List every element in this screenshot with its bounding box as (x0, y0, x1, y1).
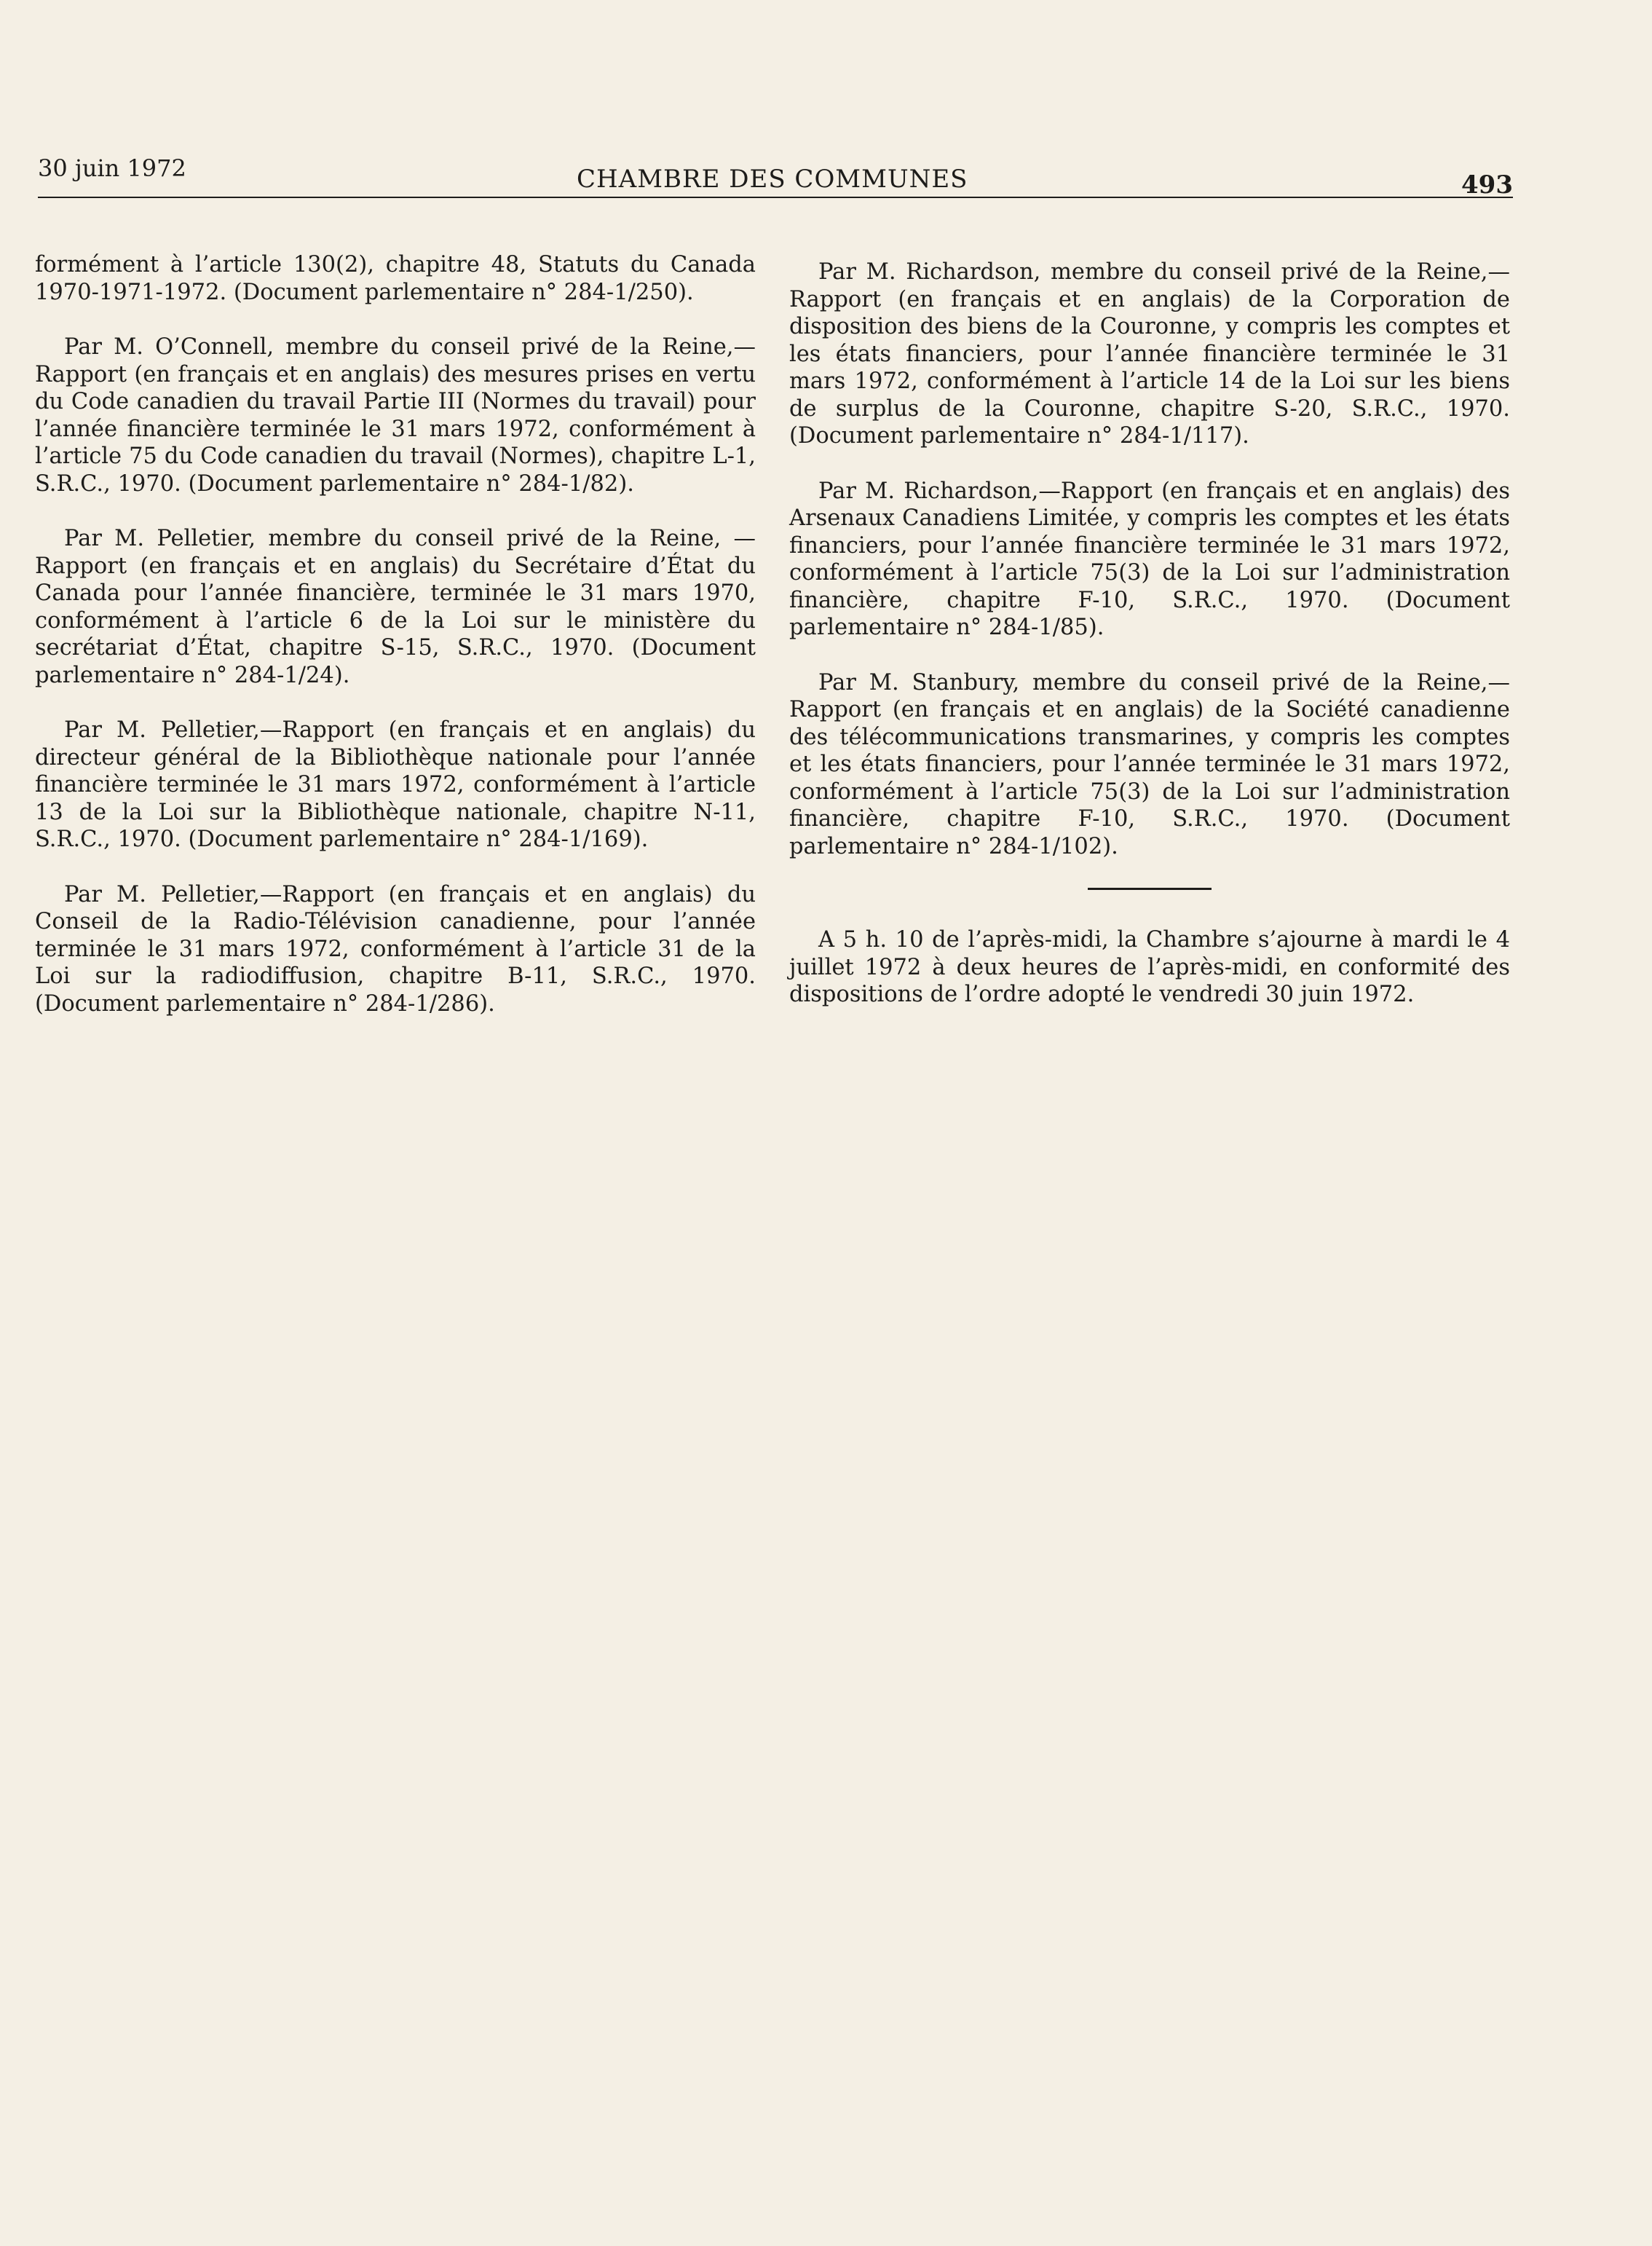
section-divider (1088, 888, 1212, 890)
left-column (35, 251, 756, 1045)
header-date: 30 juin 1972 (38, 154, 186, 182)
header-rule (38, 197, 1513, 198)
paragraph: Par M. Stanbury, membre du conseil privé de la Reine,—Rapport (en français et en anglais) de la Société canadienne des télécommunications transmarines, y compris les comptes et les états financiers, pour l’année terminée le 31 mars 1972, conformément à l’article 75(3) de la Loi sur l’administration financière, chapitre F-10, S.R.C., 1970. (Document parlementaire n° 284-1/102). (789, 669, 1510, 859)
paragraph: Par M. Pelletier,—Rapport (en français et en anglais) du Conseil de la Radio-Télévision canadienne, pour l’année terminée le 31 mars 1972, conformément à l’article 31 de la Loi sur la radiodiffusion, chapitre B-11, S.R.C., 1970. (Document parlementaire n° 284-1/286). (35, 881, 756, 1017)
right-column (789, 259, 1510, 1036)
paragraph: Par M. O’Connell, membre du conseil privé de la Reine,—Rapport (en français et en anglais) des mesures prises en vertu du Code canadien du travail Partie III (Normes du travail) pour l’année financière terminée le 31 mars 1972, conformément à l’article 75 du Code canadien du travail (Normes), chapitre L-1, S.R.C., 1970. (Document parlementaire n° 284-1/82). (35, 334, 756, 497)
page-header (38, 154, 1513, 198)
paragraph: formément à l’article 130(2), chapitre 48, Statuts du Canada 1970-1971-1972. (Document parlementaire n° 284-1/250). (35, 252, 756, 305)
paragraph: Par M. Richardson,—Rapport (en français et en anglais) des Arsenaux Canadiens Limitée, y compris les comptes et les états financiers, pour l’année financière terminée le 31 mars 1972, conformément à l’article 75(3) de la Loi sur l’administration financière, chapitre F-10, S.R.C., 1970. (Document parlementaire n° 284-1/85). (789, 478, 1510, 640)
paragraph: Par M. Pelletier,—Rapport (en français et en anglais) du directeur général de la Bibliothèque nationale pour l’année financière terminée le 31 mars 1972, conformément à l’article 13 de la Loi sur la Bibliothèque nationale, chapitre N-11, S.R.C., 1970. (Document parlementaire n° 284-1/169). (35, 717, 756, 852)
page-number: 493 (1461, 170, 1513, 200)
paragraph: Par M. Pelletier, membre du conseil privé de la Reine, —Rapport (en français et en anglais) du Secrétaire d’État du Canada pour l’année financière, terminée le 31 mars 1970, conformément à l’article 6 de la Loi sur le ministère du secrétariat d’État, chapitre S-15, S.R.C., 1970. (Document parlementaire n° 284-1/24). (35, 526, 756, 688)
adjournment-paragraph: A 5 h. 10 de l’après-midi, la Chambre s’ajourne à mardi le 4 juillet 1972 à deux heures de l’après-midi, en conformité des dispositions de l’ordre adopté le vendredi 30 juin 1972. (789, 927, 1510, 1007)
header-title: CHAMBRE DES COMMUNES (577, 165, 968, 194)
paragraph: Par M. Richardson, membre du conseil privé de la Reine,—Rapport (en français et en anglais) de la Corporation de disposition des biens de la Couronne, y compris les comptes et les états financiers, pour l’année financière terminée le 31 mars 1972, conformément à l’article 14 de la Loi sur les biens de surplus de la Couronne, chapitre S-20, S.R.C., 1970. (Document parlementaire n° 284-1/117). (789, 259, 1510, 449)
